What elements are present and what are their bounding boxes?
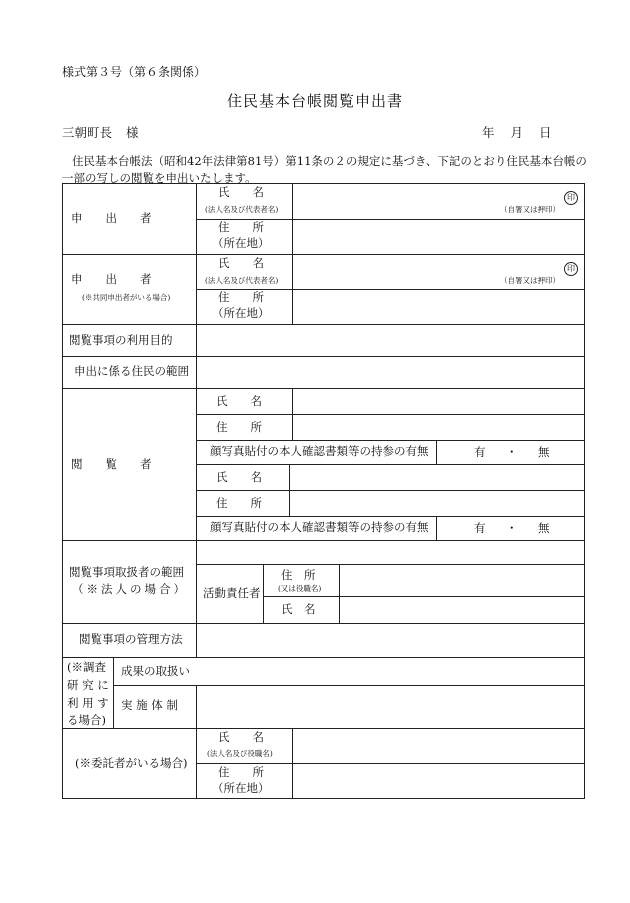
research-label-3: 利 用 す: [67, 696, 109, 710]
applicant-name-sub: (法人名及び代表者名): [205, 205, 279, 214]
viewer1-name-label: 氏 名: [216, 394, 262, 408]
manager-name-label: 氏 名: [281, 602, 316, 616]
contractor-name-label: 氏 名: [218, 730, 264, 744]
co-applicant-address-field[interactable]: [294, 291, 583, 323]
research-label-4: る場合): [67, 713, 106, 727]
co-applicant-address-label: 住 所: [218, 290, 264, 304]
applicant-address-field[interactable]: [294, 221, 583, 253]
applicant-name-field[interactable]: [294, 186, 556, 218]
applicant-seal-icon: 印: [564, 191, 578, 205]
contractor-address-field[interactable]: [294, 765, 583, 797]
manager-address-sub: (又は役職名): [278, 584, 322, 593]
research-system-field[interactable]: [198, 687, 583, 727]
viewer2-id-yes[interactable]: 有: [474, 521, 486, 535]
applicant-label: 申 出 者: [71, 211, 152, 225]
intro-text: 住民基本台帳法（昭和42年法律第81号）第11条の２の規定に基づき、下記のとおり住民基本台帳の一部の写しの閲覧を申出いたします。: [62, 154, 587, 185]
manager-name-field[interactable]: [341, 598, 583, 622]
handler-scope-field[interactable]: [198, 542, 583, 563]
addressee-name: 三朝町長: [62, 125, 113, 140]
co-applicant-name-sub: (法人名及び代表者名): [205, 276, 279, 285]
viewers-label: 閲 覧 者: [71, 457, 152, 471]
page-title: 住民基本台帳閲覧申出書: [226, 92, 403, 110]
management-label: 閲覧事項の管理方法: [79, 632, 183, 646]
applicant-signature-note: （自署又は押印）: [500, 205, 560, 214]
honorific: 様: [126, 125, 139, 140]
co-applicant-name-label: 氏 名: [218, 256, 264, 270]
co-applicant-name-field[interactable]: [294, 256, 556, 288]
scope-label: 申出に係る住民の範囲: [74, 364, 189, 378]
manager-address-field[interactable]: [341, 566, 583, 595]
viewer1-id-label: 顔写真貼付の本人確認書類等の持参の有無: [210, 444, 429, 458]
applicant-address-sub: （所在地）: [212, 236, 270, 250]
co-applicant-address-sub: （所在地）: [212, 306, 270, 320]
purpose-label: 閲覧事項の利用目的: [69, 333, 173, 347]
contractor-name-sub: (法人名及び役職名): [207, 749, 273, 758]
viewer2-address-field[interactable]: [291, 492, 583, 515]
date-label: 年 月 日: [482, 125, 552, 140]
viewer1-address-label: 住 所: [216, 420, 262, 434]
viewer2-name-field[interactable]: [291, 466, 583, 489]
viewer2-id-dot: ・: [506, 521, 518, 535]
viewer1-address-field[interactable]: [294, 416, 583, 439]
manager-address-label: 住 所: [281, 568, 316, 582]
viewer2-address-label: 住 所: [216, 496, 262, 510]
research-system-label: 実 施 体 制: [121, 698, 178, 712]
viewer1-id-dot: ・: [506, 445, 518, 459]
scope-field[interactable]: [198, 358, 583, 387]
applicant-name-label: 氏 名: [218, 185, 264, 199]
viewer2-id-no[interactable]: 無: [538, 521, 550, 535]
viewer2-name-label: 氏 名: [216, 470, 262, 484]
research-label-1: (※調査: [67, 660, 106, 674]
contractor-label: (※委託者がいる場合): [75, 756, 188, 770]
co-applicant-seal-icon: 印: [564, 262, 578, 276]
contractor-name-field[interactable]: [294, 730, 583, 762]
viewer1-name-field[interactable]: [294, 390, 583, 413]
purpose-field[interactable]: [198, 326, 583, 355]
manager-label: 活動責任者: [203, 586, 261, 600]
research-results-field[interactable]: [198, 659, 583, 684]
contractor-address-label: 住 所: [218, 765, 264, 779]
viewer1-id-yes[interactable]: 有: [474, 445, 486, 459]
research-label-2: 研 究 に: [67, 678, 109, 692]
handler-label-line1: 閲覧事項取扱者の範囲: [69, 565, 184, 579]
viewer1-id-no[interactable]: 無: [538, 445, 550, 459]
handler-label-line2: （※法人の場合）: [72, 582, 188, 596]
contractor-address-sub: （所在地）: [212, 781, 270, 795]
management-field[interactable]: [198, 625, 583, 656]
applicant-address-label: 住 所: [218, 220, 264, 234]
co-applicant-signature-note: （自署又は押印）: [500, 276, 560, 285]
co-applicant-label: 申 出 者: [71, 272, 152, 286]
form-number: 様式第３号（第６条関係）: [62, 65, 207, 79]
co-applicant-note: (※共同申出者がいる場合): [82, 293, 171, 302]
viewer2-id-label: 顔写真貼付の本人確認書類等の持参の有無: [210, 520, 429, 534]
research-results-label: 成果の取扱い: [121, 664, 190, 678]
